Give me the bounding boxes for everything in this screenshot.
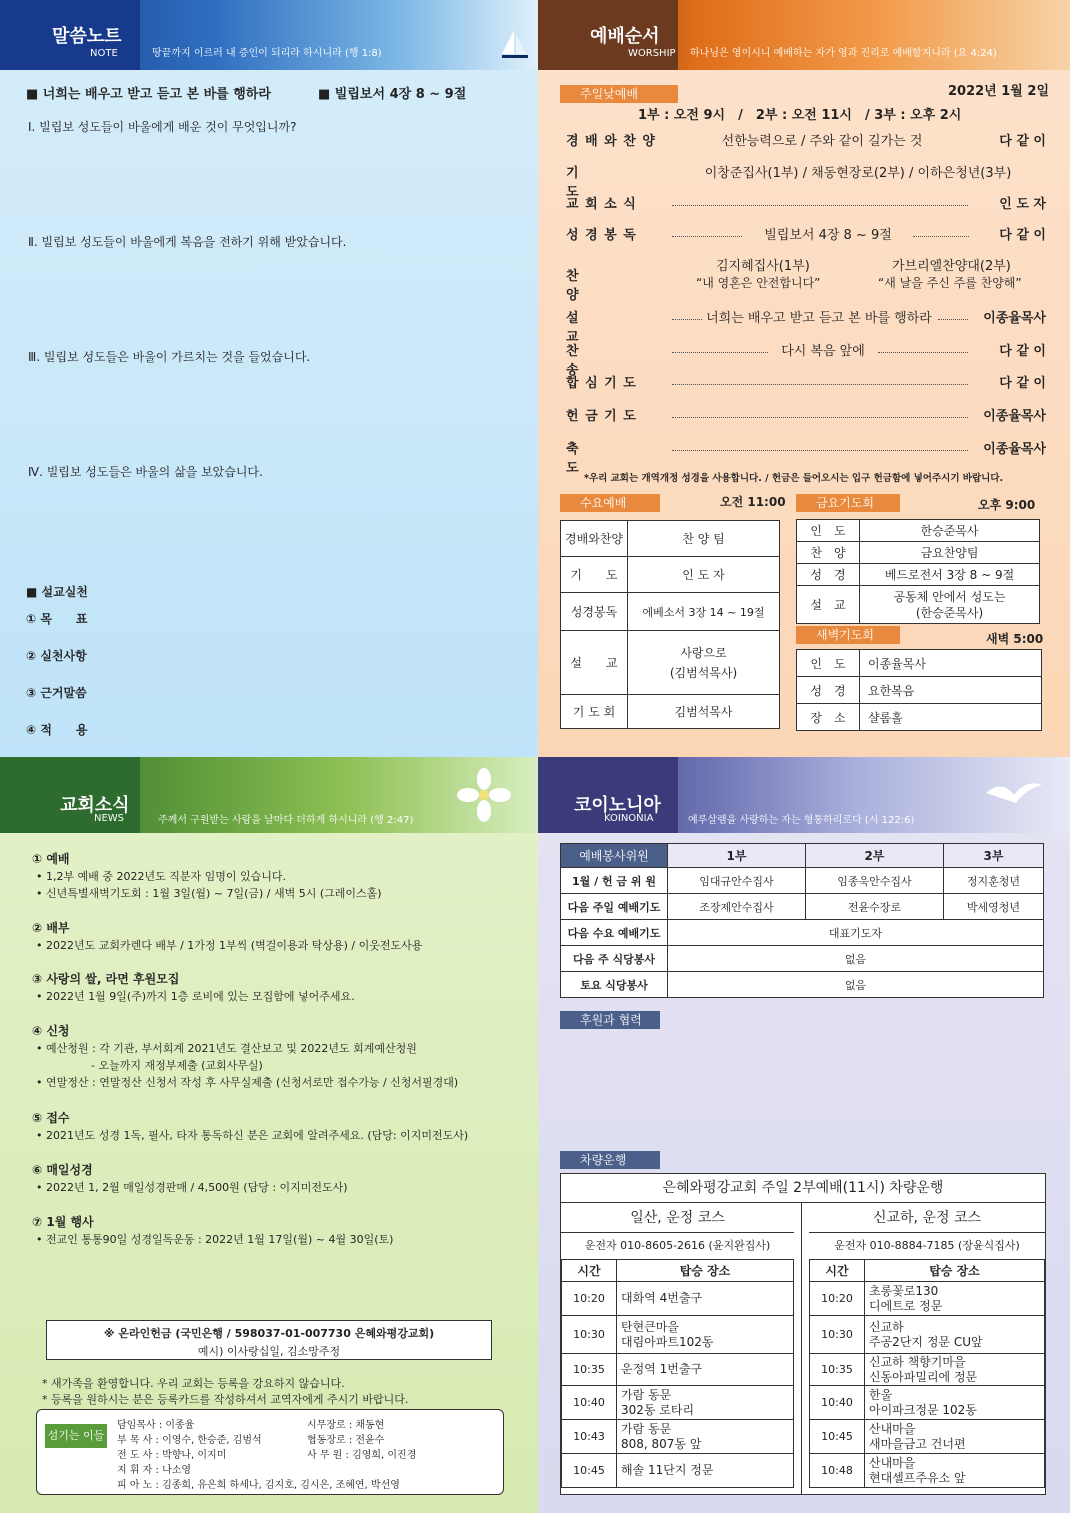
order-name: 설 교 (566, 311, 650, 345)
serve-cell: 정지훈청년 (943, 868, 1043, 894)
choir-2-name: 가브리엘찬양대(2부) (892, 259, 1011, 274)
news-title: 교회소식 (60, 795, 130, 816)
koinonia-panel (538, 757, 1070, 1513)
bus-place: 가람 동문 302동 로타리 (617, 1386, 794, 1420)
wed-table (560, 520, 780, 729)
news-head: ⑥ 매일성경 (32, 1163, 93, 1177)
col-time: 시간 (810, 1260, 865, 1282)
order-right: 이종율목사 (983, 409, 1046, 424)
order-mid: 이창준집사(1부) / 채동현장로(2부) / 이하은청년(3부) (704, 166, 1012, 181)
serve-cell: 조장제안수집사 (668, 894, 806, 920)
order-right: 인 도 자 (999, 197, 1046, 212)
bus-label: 차량운행 (560, 1151, 660, 1169)
order-name: 축 도 (566, 442, 650, 476)
serve-cell: 없음 (668, 946, 1044, 972)
bus-time: 10:48 (810, 1454, 865, 1488)
seagull-icon (984, 775, 1044, 815)
order-name: 기 도 (566, 166, 650, 200)
point-1: Ⅰ. 빌립보 성도들이 바울에게 배운 것이 무엇입니까? (28, 120, 297, 134)
wed-cell: 인 도 자 (628, 557, 780, 593)
order-right: 다 같 이 (999, 134, 1046, 149)
online-giving-box (46, 1320, 492, 1360)
bus-title: 은혜와평강교회 주일 2부예배(11시) 차량운행 (561, 1174, 1045, 1203)
worship-notice: *우리 교회는 개역개정 성경을 사용합니다. / 헌금은 들어오시는 입구 헌금함에 넣어주시기 바랍니다. (584, 473, 1004, 484)
bus-place: 초롱꽃로130 디에트로 정문 (865, 1282, 1045, 1316)
bus-place: 한울 아이파크정문 102동 (865, 1386, 1045, 1420)
news-line: • 2022년 1월 9일(주)까지 1층 로비에 있는 모집함에 넣어주세요. (36, 990, 355, 1003)
course-a (561, 1204, 794, 1488)
fri-cell: 한승준목사 (860, 520, 1040, 542)
note-tag (0, 0, 140, 70)
point-2: Ⅱ. 빌립보 성도들이 바울에게 복음을 전하기 위해 받았습니다. (28, 235, 347, 249)
order-name: 헌 금 기 도 (566, 409, 637, 424)
koinonia-header (538, 757, 1070, 833)
worship-header (538, 0, 1070, 70)
serve-cell: 다음 주일 예배기도 (561, 894, 668, 920)
fri-cell: 베드로전서 3장 8 ~ 9절 (860, 564, 1040, 586)
practice-apply: ④ 적 용 (26, 723, 88, 737)
serve-table (560, 843, 1044, 998)
practice-action: ② 실천사항 (26, 649, 87, 663)
fri-cell: 금요찬양팀 (860, 542, 1040, 564)
koinonia-verse: 예루살렘을 사랑하는 자는 형통하리로다 (시 122:6) (688, 815, 915, 826)
koinonia-tag (538, 757, 678, 833)
dawn-cell: 샬롬홀 (860, 704, 1042, 731)
dot-leader (672, 352, 768, 353)
dawn-cell: 성 경 (797, 677, 860, 704)
bus-place: 산내마을 새마을금고 건너편 (865, 1420, 1045, 1454)
col-place: 탑승 장소 (865, 1260, 1045, 1282)
news-line: • 2022년 1, 2월 매일성경판매 / 4,500원 (담당 : 이지미전도사) (36, 1181, 348, 1194)
sermon-scripture: ■ 빌립보서 4장 8 ~ 9절 (318, 87, 467, 102)
order-name: 경 배 와 찬 양 (566, 134, 656, 149)
bus-place: 신교하 책향기마을 신동아파밀리에 정문 (865, 1354, 1045, 1386)
serve-cell: 임종욱안수집사 (805, 868, 943, 894)
support-label: 후원과 협력 (560, 1011, 660, 1029)
dawn-cell: 장 소 (797, 704, 860, 731)
bus-time: 10:43 (562, 1420, 617, 1454)
dawn-cell: 이종율목사 (860, 650, 1042, 677)
news-line: • 전교인 통통90일 성경일독운동 : 2022년 1월 17일(월) ~ 4월 30일(토) (36, 1233, 394, 1246)
news-head: ② 배부 (32, 921, 70, 935)
point-3: Ⅲ. 빌립보 성도들은 바울이 가르치는 것을 들었습니다. (28, 350, 311, 364)
wed-cell: 찬 양 팀 (628, 521, 780, 557)
news-line: • 신년특별새벽기도회 : 1월 3일(월) ~ 7일(금) / 새벽 5시 (그레이스홀) (36, 887, 382, 900)
order-name: 교 회 소 식 (566, 197, 637, 212)
bus-time: 10:30 (562, 1316, 617, 1354)
staff-box (36, 1409, 504, 1495)
staff-line: 협동장로 : 전윤수 (307, 1435, 385, 1446)
fri-label: 금요기도회 (796, 494, 900, 512)
order-name: 찬 송 (566, 344, 650, 378)
dawn-cell: 요한복음 (860, 677, 1042, 704)
worship-panel (538, 0, 1070, 757)
bus-place: 대화역 4번출구 (617, 1282, 794, 1316)
order-right: 다 같 이 (999, 228, 1046, 243)
flower-icon (456, 767, 512, 823)
bus-place: 탄현큰마을 대림아파트102동 (617, 1316, 794, 1354)
bus-place: 산내마을 현대셀프주유소 앞 (865, 1454, 1045, 1488)
welcome-line-1: * 새가족을 환영합니다. 우리 교회는 등록을 강요하지 않습니다. (42, 1377, 345, 1390)
news-line: • 2022년도 교회카렌다 배부 / 1가정 1부씩 (벽걸이용과 탁상용) / 이웃전도사용 (36, 939, 423, 952)
staff-line: 전 도 사 : 박향나, 이지미 (117, 1450, 227, 1461)
note-title: 말씀노트 (52, 26, 122, 47)
course-divider (801, 1202, 802, 1494)
point-4: Ⅳ. 빌립보 성도들은 바울의 삶을 보았습니다. (28, 465, 263, 479)
news-head: ④ 신청 (32, 1024, 70, 1038)
bus-panel (560, 1173, 1046, 1495)
serve-head: 예배봉사위원 (561, 844, 668, 868)
course-b-name: 신교하, 운정 코스 (809, 1204, 1045, 1233)
choir-2-song: “새 날을 주신 주를 찬양해” (878, 276, 1022, 290)
worship-sub: WORSHIP (628, 48, 676, 59)
wed-cell: 에베소서 3장 14 ~ 19절 (628, 593, 780, 631)
col-time: 시간 (562, 1260, 617, 1282)
staff-line: 담임목사 : 이종율 (117, 1420, 195, 1431)
staff-line: 피 아 노 : 김종희, 유은희 하세나, 김지호, 김시은, 조혜연, 박선영 (117, 1480, 400, 1491)
dot-leader (672, 205, 968, 206)
welcome-line-2: * 등록을 원하시는 분은 등록카드를 작성하셔서 교역자에게 주시기 바랍니다. (42, 1393, 409, 1406)
course-b-driver: 운전자 010-8884-7185 (장윤식집사) (834, 1239, 1020, 1252)
choir-1-song: “내 영혼은 안전합니다” (696, 276, 821, 290)
order-mid: 너희는 배우고 받고 듣고 본 바를 행하라 (706, 311, 932, 326)
news-tag (0, 757, 140, 833)
dot-leader (913, 236, 969, 237)
staff-line: 부 목 사 : 이영수, 한승준, 김범석 (117, 1435, 262, 1446)
course-a-driver: 운전자 010-8605-2616 (윤지완집사) (584, 1239, 771, 1252)
bus-time: 10:20 (810, 1282, 865, 1316)
course-a-table (561, 1259, 794, 1488)
fri-table (796, 519, 1040, 624)
bus-time: 10:40 (562, 1386, 617, 1420)
wed-time: 오전 11:00 (720, 495, 786, 509)
dot-leader (672, 319, 702, 320)
news-verse: 주께서 구원받는 사람을 날마다 더하게 하시니라 (행 2:47) (158, 815, 414, 826)
news-line: - 오늘까지 재정부제출 (교회사무실) (36, 1059, 263, 1072)
dot-leader (672, 417, 968, 418)
wed-cell: 경배와찬양 (561, 521, 628, 557)
bus-place: 가람 동문 808, 807동 앞 (617, 1420, 794, 1454)
note-verse: 땅끝까지 이르러 내 증인이 되리라 하시니라 (행 1:8) (152, 48, 382, 59)
dot-leader (878, 352, 968, 353)
note-panel (0, 0, 538, 757)
serve-cell: 박세영청년 (943, 894, 1043, 920)
serve-cell: 전윤수장로 (805, 894, 943, 920)
serve-head: 1부 (668, 844, 806, 868)
bus-time: 10:20 (562, 1282, 617, 1316)
order-mid: 빌립보서 4장 8 ~ 9절 (764, 228, 892, 243)
course-a-name: 일산, 운정 코스 (561, 1204, 794, 1233)
order-name: 찬 양 (566, 269, 650, 303)
serve-cell: 다음 주 식당봉사 (561, 946, 668, 972)
practice-basis: ③ 근거말씀 (26, 686, 87, 700)
news-head: ⑤ 접수 (32, 1111, 70, 1125)
news-line: • 1,2부 예배 중 2022년도 직분자 임명이 있습니다. (36, 870, 286, 883)
sunday-label: 주일낮예배 (560, 85, 678, 103)
news-head: ⑦ 1월 행사 (32, 1215, 94, 1229)
dot-leader (672, 450, 968, 451)
koinonia-title: 코이노니아 (574, 795, 661, 816)
news-line: • 예산청원 : 각 기관, 부서회계 2021년도 결산보고 및 2022년도 회계예산청원 (36, 1042, 417, 1055)
wed-cell: 김범석목사 (628, 695, 780, 729)
worship-title: 예배순서 (590, 26, 660, 47)
note-header (0, 0, 538, 70)
news-panel (0, 757, 538, 1513)
dot-leader (672, 384, 968, 385)
wed-cell: 기 도 회 (561, 695, 628, 729)
bus-time: 10:35 (562, 1354, 617, 1386)
order-right: 이종율목사 (983, 442, 1046, 457)
order-name: 합 심 기 도 (566, 376, 637, 391)
fri-cell: 인 도 (797, 520, 860, 542)
course-b (809, 1204, 1045, 1488)
bus-place: 운정역 1번출구 (617, 1354, 794, 1386)
news-line: • 2021년도 성경 1독, 필사, 타자 통독하신 분은 교회에 알려주세요. (담당: 이지미전도사) (36, 1129, 469, 1142)
wed-cell: 사랑으로 (김범석목사) (628, 631, 780, 695)
fri-cell: 설 교 (797, 586, 860, 624)
serve-cell: 대표기도자 (668, 920, 1044, 946)
bus-time: 10:45 (810, 1420, 865, 1454)
dawn-table (796, 649, 1042, 731)
wed-cell: 성경봉독 (561, 593, 628, 631)
worship-verse: 하나님은 영이시니 예배하는 자가 영과 진리로 예배할지니라 (요 4:24) (690, 48, 997, 59)
dot-leader (938, 319, 968, 320)
order-mid: 다시 복음 앞에 (781, 344, 865, 359)
fri-cell: 성 경 (797, 564, 860, 586)
news-sub: NEWS (94, 813, 125, 824)
bus-place: 해솔 11단지 정문 (617, 1454, 794, 1488)
news-header (0, 757, 538, 833)
fri-time: 오후 9:00 (978, 498, 1036, 512)
bus-time: 10:35 (810, 1354, 865, 1386)
online-giving-example: 예시) 이사랑십일, 김소망주정 (197, 1345, 341, 1358)
bus-time: 10:45 (562, 1454, 617, 1488)
order-name: 성 경 봉 독 (566, 228, 637, 243)
service-times: 1부 : 오전 9시 / 2부 : 오전 11시 / 3부 : 오후 2시 (638, 108, 962, 123)
dawn-time: 새벽 5:00 (986, 632, 1044, 646)
online-giving-account: ※ 온라인헌금 (국민은행 / 598037-01-007730 은혜와평강교회) (103, 1327, 435, 1340)
wed-cell: 기 도 (561, 557, 628, 593)
dot-leader (672, 236, 742, 237)
wed-label: 수요예배 (560, 494, 660, 512)
staff-label: 섬기는 이들 (45, 1424, 107, 1448)
news-head: ③ 사랑의 쌀, 라면 후원모집 (32, 972, 180, 986)
news-head: ① 예배 (32, 852, 70, 866)
sermon-title: ■ 너희는 배우고 받고 듣고 본 바를 행하라 (26, 87, 271, 102)
choir-1-name: 김지혜집사(1부) (716, 259, 810, 274)
serve-cell: 임대규안수집사 (668, 868, 806, 894)
bus-time: 10:40 (810, 1386, 865, 1420)
order-right: 다 같 이 (999, 376, 1046, 391)
wed-cell: 설 교 (561, 631, 628, 695)
serve-cell: 1월 / 헌 금 위 원 (561, 868, 668, 894)
worship-date: 2022년 1월 2일 (948, 84, 1049, 99)
staff-line: 시무장로 : 채동현 (307, 1420, 385, 1431)
news-line: • 연말정산 : 연말정산 신청서 작성 후 사무실제출 (신청서로만 접수가능 / 신청서필경대) (36, 1076, 459, 1089)
order-right: 이종율목사 (983, 311, 1046, 326)
course-b-table (809, 1259, 1045, 1488)
serve-cell: 토요 식당봉사 (561, 972, 668, 998)
col-place: 탑승 장소 (617, 1260, 794, 1282)
note-sub: NOTE (90, 48, 118, 59)
serve-head: 2부 (805, 844, 943, 868)
serve-head: 3부 (943, 844, 1043, 868)
staff-line: 지 휘 자 : 나소영 (117, 1465, 192, 1476)
fri-cell: 공동체 안에서 성도는 (한승준목사) (860, 586, 1040, 624)
worship-tag (538, 0, 678, 70)
order-right: 다 같 이 (999, 344, 1046, 359)
sailboat-icon (500, 28, 530, 60)
practice-goal: ① 목 표 (26, 612, 88, 626)
staff-line: 사 무 원 : 김영희, 이진경 (307, 1450, 417, 1461)
bus-time: 10:30 (810, 1316, 865, 1354)
serve-cell: 다음 수요 예배기도 (561, 920, 668, 946)
bus-place: 신교하 주공2단지 정문 CU앞 (865, 1316, 1045, 1354)
koinonia-sub: KOINONIA (604, 813, 654, 824)
dawn-label: 새벽기도회 (796, 626, 900, 644)
order-mid: 선한능력으로 / 주와 같이 길가는 것 (721, 134, 923, 149)
serve-cell: 없음 (668, 972, 1044, 998)
dawn-cell: 인 도 (797, 650, 860, 677)
fri-cell: 찬 양 (797, 542, 860, 564)
practice-head: ■ 설교실천 (26, 585, 88, 599)
